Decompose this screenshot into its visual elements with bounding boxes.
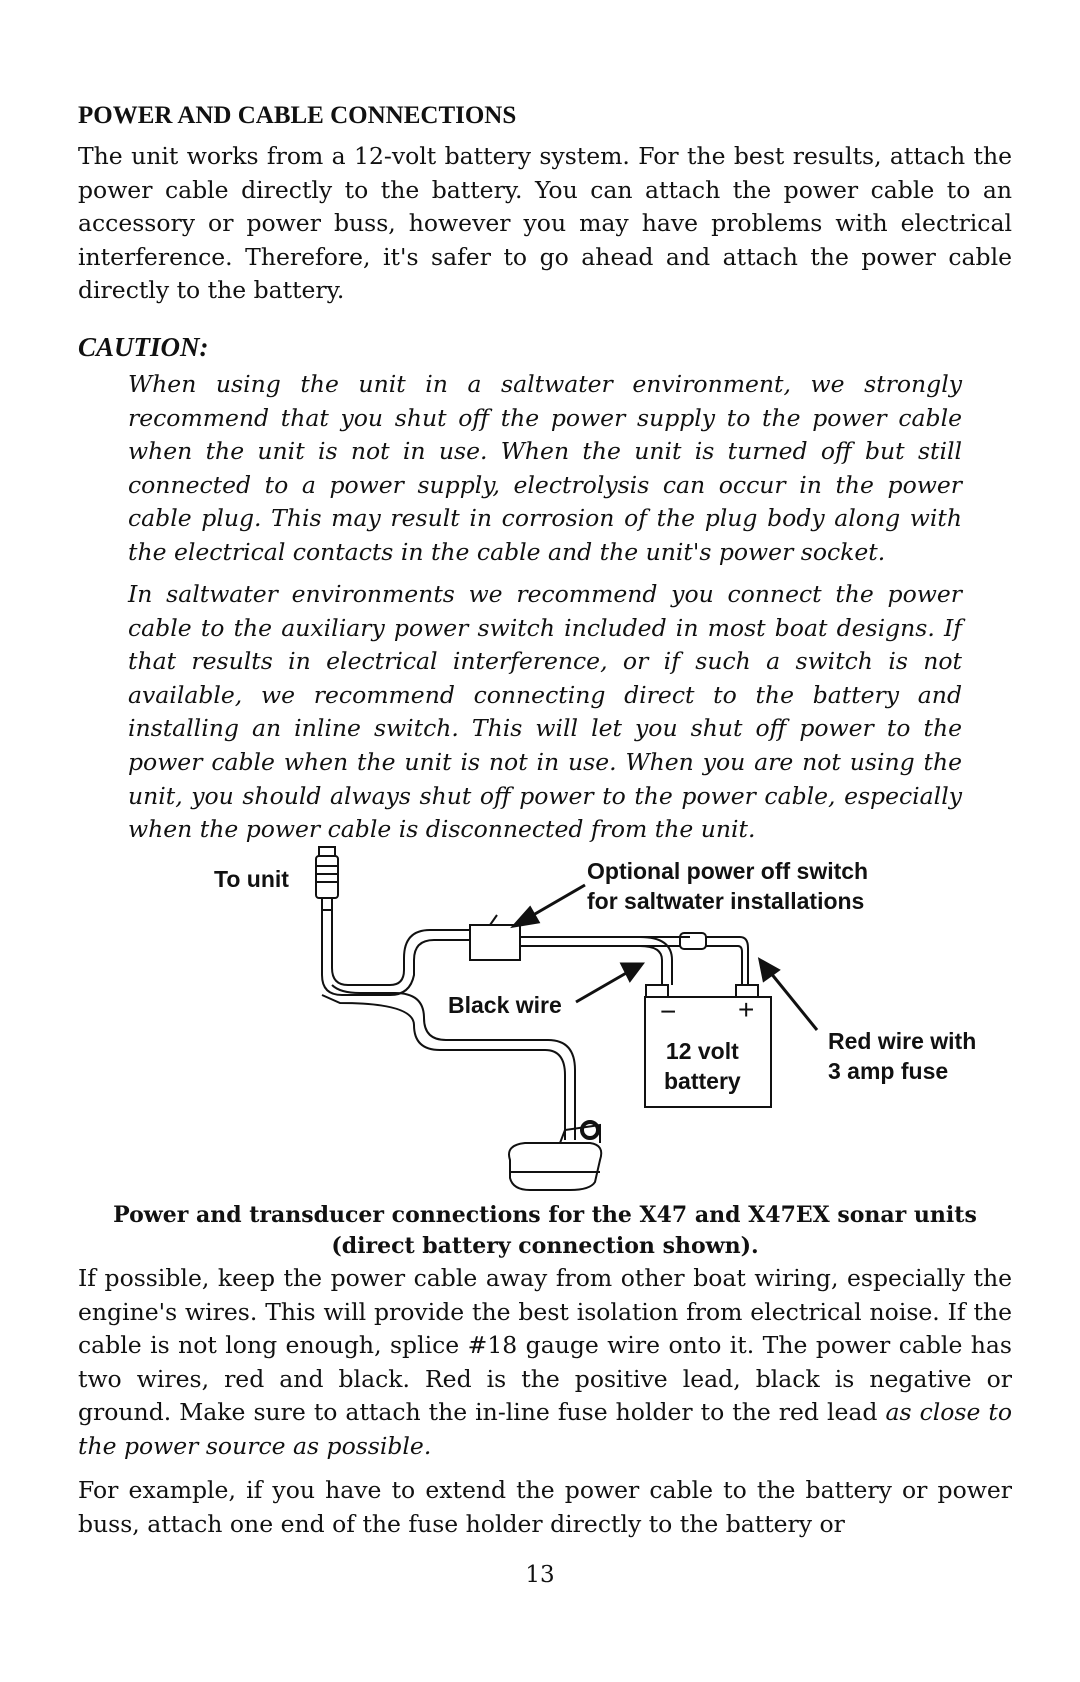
transducer-icon <box>509 1122 601 1190</box>
label-to-unit: To unit <box>214 866 289 892</box>
section-heading: POWER AND CABLE CONNECTIONS <box>78 102 517 129</box>
battery-minus-sign: − <box>660 996 677 1027</box>
battery-label: 12 volt battery <box>664 1038 741 1094</box>
unit-plug-icon <box>316 847 338 910</box>
wiring-diagram <box>0 840 1080 1200</box>
figure-caption: Power and transducer connections for the X47 and X47EX sonar units (direct battery connection shown). <box>113 1202 977 1259</box>
label-red-wire: Red wire with 3 amp fuse <box>828 1028 977 1084</box>
wiring-diagram-drawing <box>0 840 1080 1200</box>
body-paragraph-2: For example, if you have to extend the power cable to the battery or power buss, attach one end of the fuse holder directly to the battery or <box>78 1476 1012 1538</box>
page-number: 13 <box>525 1562 555 1588</box>
main-cable <box>322 910 470 995</box>
body-paragraph-1-text: If possible, keep the power cable away from other boat wiring, especially the engine's wires. This will provide the best isolation from electrical noise. If the cable is not long enough, splice #18 gauge wire onto it. The power cable has two wires, red and black. Red is the positive lead, black is negative or ground. Make sure to attach the in-line fuse holder to the red lead <box>78 1264 1012 1427</box>
label-power-switch: Optional power off switch for saltwater installations <box>587 858 869 914</box>
caution-paragraph-1: When using the unit in a saltwater environment, we strongly recommend that you shut off the power supply to the power cable when the unit is not in use. When the unit is turned off but still connected to a power supply, electrolysis can occur in the power cable plug. This may result in corrosion of the plug body along with the electrical contacts in the cable and the unit's power socket. <box>128 370 962 566</box>
label-black-wire: Black wire <box>448 992 562 1018</box>
body-paragraph-1 <box>78 1262 1012 1464</box>
battery-plus-sign: + <box>738 994 755 1025</box>
body-paragraph-1-emphasis: as close to the power source as possible. <box>78 1398 1012 1460</box>
caution-paragraph-2: In saltwater environments we recommend you connect the power cable to the auxiliary power switch included in most boat designs. If that results in electrical interference, or if such a switch is not available, we recommend connecting direct to the battery and installing an inline switch. This will let you shut off power to the power cable when the unit is not in use. When you are not using the unit, you should always shut off power to the power cable, especially when the power cable is disconnected from the unit. <box>128 580 962 844</box>
intro-paragraph: The unit works from a 12-volt battery system. For the best results, attach the power cable directly to the battery. You can attach the power cable to an accessory or power buss, however you may have problems with electrical interference. Therefore, it's safer to go ahead and attach the power cable directly to the battery. <box>78 142 1012 305</box>
fuse-holder-icon <box>680 933 706 949</box>
switch-box <box>470 925 520 960</box>
caution-title: CAUTION: <box>78 332 209 362</box>
